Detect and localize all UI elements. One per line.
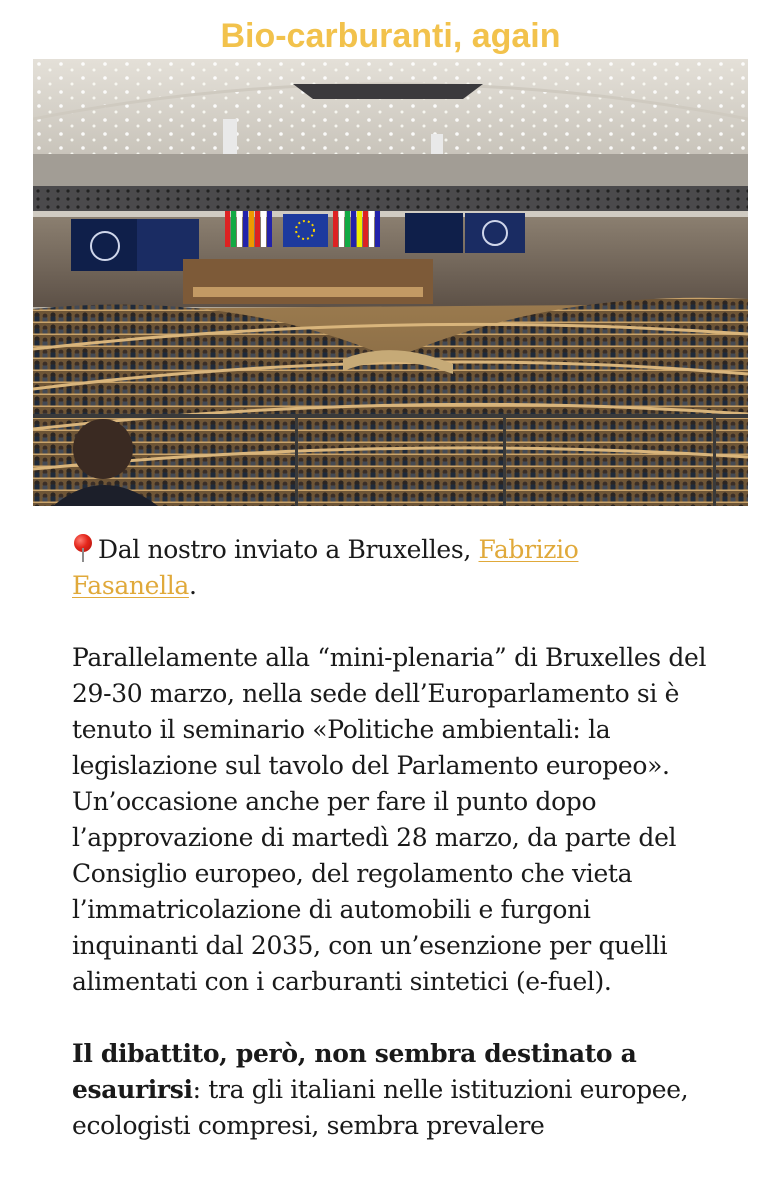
hero-photo: [33, 59, 748, 506]
paragraph-2: [72, 1036, 722, 1144]
paragraph-1: Parallelamente alla “mini-plenaria” di Bruxelles del 29-30 marzo, nella sede dell’Europarlamento si è tenuto il seminario «Politiche ambientali: la legislazione sul tavolo del Parlamento europeo». Un’occasione anche per fare il punto dopo l’approvazione di martedì 28 marzo, da parte del Consiglio europeo, del regolamento che vieta l’immatricolazione di automobili e furgoni inquinanti dal 2035, con un’esenzione per quelli alimentati con i carburanti sintetici (e-fuel).: [72, 643, 707, 996]
round-pushpin-icon: [72, 534, 94, 562]
byline-prefix: Dal nostro inviato a Bruxelles,: [98, 535, 479, 564]
article-title: Bio-carburanti, again: [220, 17, 561, 55]
paragraph-2-bold-lead: Il dibattito, però, non sembra destinato a esaurirsi: [72, 1039, 637, 1104]
paragraph-2-text: : tra gli italiani nelle istituzioni europee, ecologisti compresi, sembra prevalere: [72, 1075, 689, 1140]
author-link[interactable]: Fabrizio Fasanella: [72, 535, 579, 600]
byline: [72, 532, 722, 604]
byline-suffix: .: [188, 571, 197, 600]
article-body: [72, 532, 722, 1180]
